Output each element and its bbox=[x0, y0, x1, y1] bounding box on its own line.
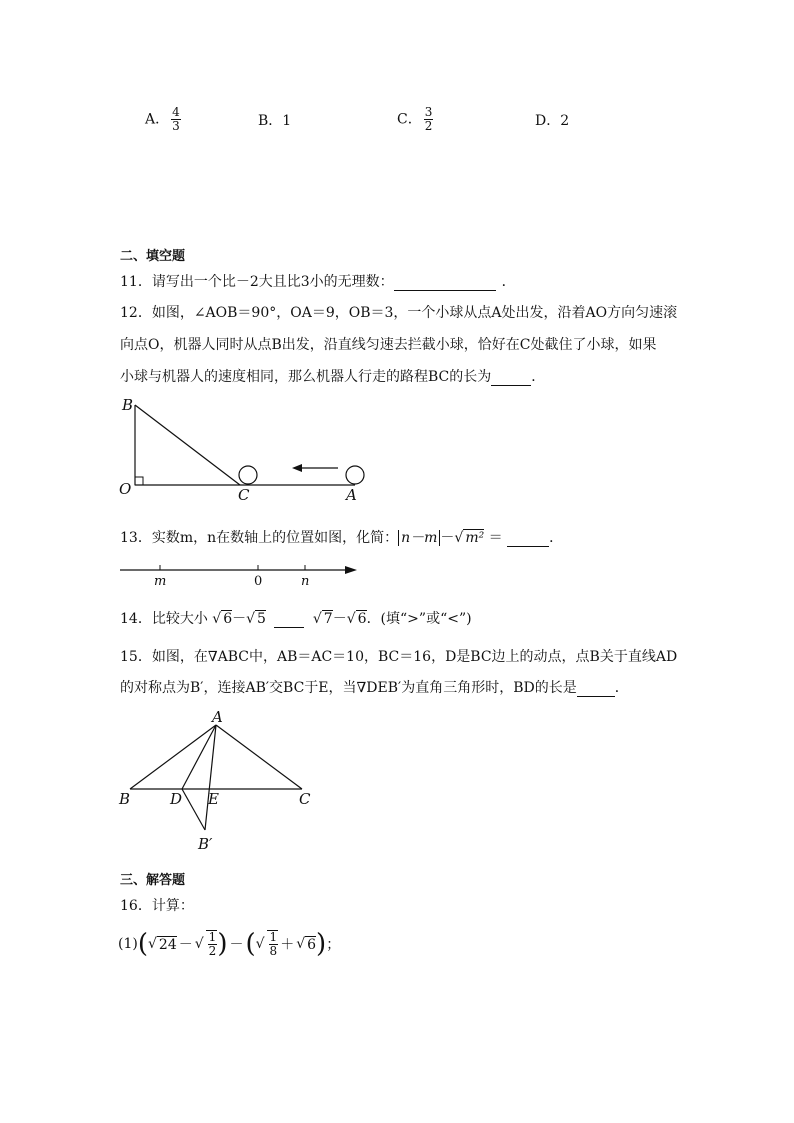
segment-AC bbox=[216, 725, 302, 789]
q16-frac-1-8 bbox=[267, 930, 279, 958]
question-12-line-3 bbox=[120, 366, 545, 386]
q13-minus: － bbox=[440, 530, 455, 546]
q13-text: 13．实数m，n在数轴上的位置如图，化简： bbox=[120, 530, 399, 546]
choice-c bbox=[397, 106, 433, 133]
q13-end: ． bbox=[549, 530, 564, 546]
right-paren-icon: ) bbox=[316, 929, 327, 959]
q14-minus-1: － bbox=[232, 611, 247, 627]
segment-BC bbox=[135, 405, 240, 485]
left-paren-icon: ( bbox=[245, 929, 256, 959]
sqrt-icon: √ bbox=[194, 936, 204, 952]
question-15-line-2 bbox=[120, 677, 629, 697]
q16-sqrt-24: 24 bbox=[158, 936, 177, 953]
segment-AB-prime bbox=[205, 725, 216, 830]
q14-minus-2: － bbox=[332, 611, 347, 627]
q16-frac1-den: 2 bbox=[208, 944, 217, 958]
label-D: D bbox=[170, 790, 183, 808]
label-C: C bbox=[238, 486, 250, 504]
q12-line-3-text: 小球与机器人的速度相同，那么机器人行走的路程BC的长为 bbox=[120, 369, 492, 385]
label-m: m bbox=[154, 574, 167, 589]
choice-a-fraction bbox=[171, 106, 181, 133]
q16-frac-1-2 bbox=[206, 930, 218, 958]
q13-equals: ＝ bbox=[484, 530, 508, 546]
q16-minus: － bbox=[178, 937, 193, 953]
label-B: B bbox=[119, 790, 131, 808]
choice-d-label: D．2 bbox=[535, 113, 570, 129]
question-13 bbox=[120, 527, 563, 547]
choice-c-denominator: 2 bbox=[424, 119, 433, 133]
choice-b-label: B．1 bbox=[258, 113, 292, 129]
q16-frac2-num: 1 bbox=[269, 930, 278, 944]
q15-end: ． bbox=[614, 680, 629, 696]
q16-plus: ＋ bbox=[280, 937, 295, 953]
q16-part-label: (1) bbox=[118, 936, 138, 952]
label-C: C bbox=[299, 790, 311, 808]
q14-a2: 5 bbox=[257, 611, 266, 627]
q16-sqrt-6: 6 bbox=[307, 936, 317, 953]
q16-minus-2: － bbox=[229, 937, 244, 953]
choice-a-denominator: 3 bbox=[172, 119, 180, 133]
sqrt-icon: √ bbox=[255, 936, 265, 952]
q12-answer-blank[interactable] bbox=[491, 371, 531, 386]
number-line-arrow bbox=[345, 566, 357, 574]
choice-a-label: A． bbox=[145, 111, 170, 128]
q13-abs-expression: n－m bbox=[398, 530, 440, 546]
choice-c-label: C． bbox=[397, 111, 422, 128]
section-3-title: 三、解答题 bbox=[120, 873, 186, 888]
q14-a1: 6 bbox=[223, 611, 233, 627]
q12-line-1: 12．如图，∠AOB＝90°，OA＝9，OB＝3，一个小球从点A处出发，沿着AO方向匀速滚 bbox=[120, 305, 678, 321]
q11-answer-blank[interactable] bbox=[394, 274, 496, 291]
q13-sqrt-radicand: m² bbox=[465, 530, 485, 546]
q12-line-2: 向点O，机器人同时从点B出发，沿直线匀速去拦截小球，恰好在C处截住了小球，如果 bbox=[120, 337, 657, 353]
sqrt-icon: √ bbox=[346, 611, 356, 627]
q15-line-1: 15．如图，在∇ABC中，AB＝AC＝10，BC＝16，D是BC边上的动点，点B关于直线AD bbox=[120, 649, 678, 665]
q16-text: 16．计算： bbox=[120, 898, 194, 914]
sqrt-icon: √ bbox=[312, 611, 322, 627]
label-B-prime: B′ bbox=[198, 835, 213, 853]
q16-frac1-num: 1 bbox=[208, 930, 217, 944]
choice-d bbox=[535, 110, 569, 130]
q14-text: 14．比较大小 bbox=[120, 611, 208, 627]
q13-sqrt-symbol: √ bbox=[454, 530, 464, 546]
sqrt-icon: √ bbox=[296, 936, 306, 952]
left-paren-icon: ( bbox=[137, 929, 148, 959]
arrow-head bbox=[292, 464, 302, 472]
sqrt-icon: √ bbox=[212, 611, 222, 627]
q16-frac2-den: 8 bbox=[269, 944, 278, 958]
q11-text: 11．请写出一个比－2大且比3小的无理数： bbox=[120, 274, 394, 290]
section-2-title: 二、填空题 bbox=[120, 249, 186, 264]
figure-12-triangle bbox=[110, 390, 380, 505]
right-angle-mark bbox=[135, 477, 143, 485]
ball-circle bbox=[346, 466, 364, 484]
label-n: n bbox=[301, 574, 310, 589]
label-A: A bbox=[346, 486, 357, 504]
q15-line-2-text: 的对称点为B′，连接AB′交BC于E，当∇DEB′为直角三角形时，BD的长是 bbox=[120, 680, 577, 696]
q14-b1: 7 bbox=[323, 611, 333, 627]
q14-end: ．(填“>”或“<”) bbox=[366, 611, 472, 627]
choice-c-fraction bbox=[424, 106, 434, 133]
q14-b2: 6 bbox=[357, 611, 367, 627]
label-zero: 0 bbox=[254, 574, 263, 589]
number-line bbox=[115, 560, 365, 590]
q15-answer-blank[interactable] bbox=[577, 682, 615, 697]
label-E: E bbox=[208, 790, 219, 808]
choice-a-numerator: 4 bbox=[172, 105, 180, 119]
right-paren-icon: ) bbox=[217, 929, 228, 959]
q12-end: ． bbox=[531, 369, 546, 385]
q13-answer-blank[interactable] bbox=[507, 532, 549, 547]
question-14 bbox=[120, 608, 472, 628]
q14-answer-blank[interactable] bbox=[274, 613, 304, 628]
q11-end: ． bbox=[501, 274, 516, 290]
label-O: O bbox=[119, 480, 132, 498]
segment-AB bbox=[130, 725, 216, 789]
robot-circle bbox=[239, 466, 257, 484]
question-11 bbox=[120, 271, 516, 291]
choice-a bbox=[145, 106, 181, 133]
sqrt-icon: √ bbox=[246, 611, 256, 627]
label-A: A bbox=[212, 708, 223, 726]
figure-15-triangle bbox=[110, 705, 330, 855]
q16-end: ； bbox=[326, 937, 341, 953]
segment-DB-prime bbox=[182, 789, 205, 830]
question-16-part-1 bbox=[118, 930, 340, 958]
sqrt-icon: √ bbox=[148, 936, 157, 952]
choice-c-numerator: 3 bbox=[424, 105, 433, 119]
label-B: B bbox=[122, 396, 134, 414]
choice-b bbox=[258, 110, 291, 130]
